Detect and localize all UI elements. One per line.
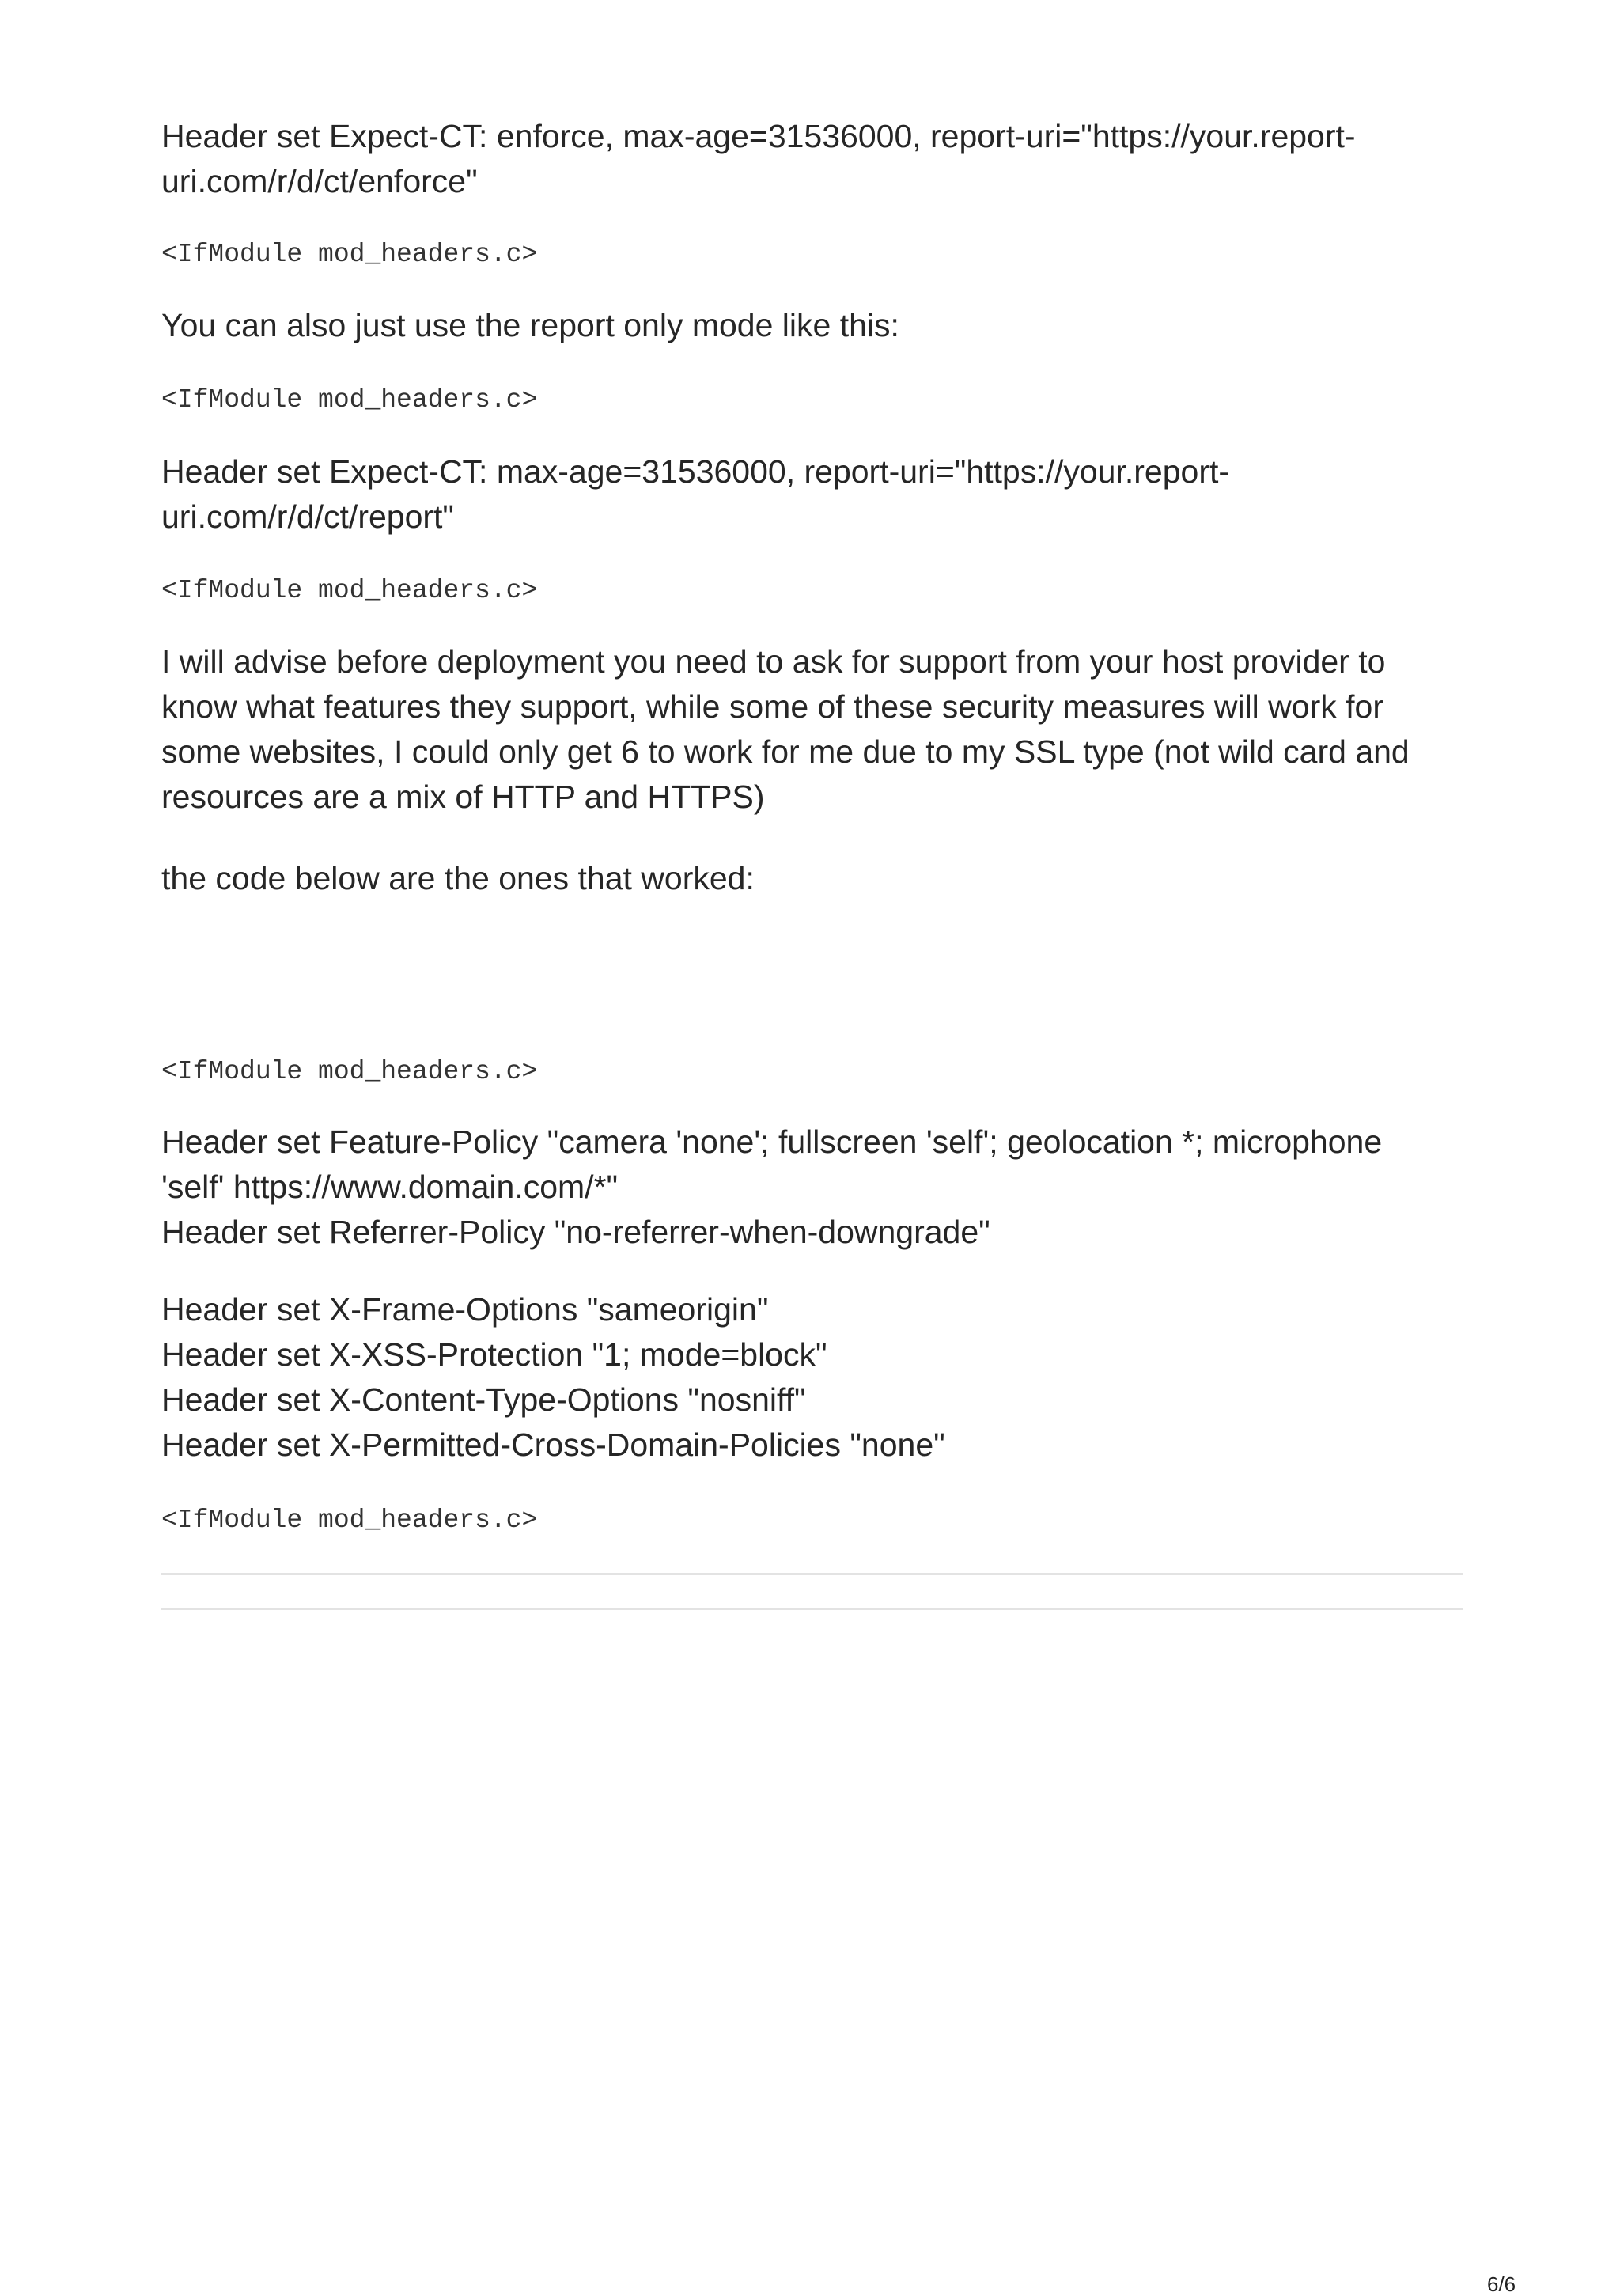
x-headers-paragraph [161,1287,945,1468]
divider [161,1573,1463,1575]
paragraph-line: Header set Feature-Policy "camera 'none'; fullscreen 'self'; geolocation *; microphone [161,1123,1383,1160]
paragraph-line: Header set X-Permitted-Cross-Domain-Policies "none" [161,1426,945,1463]
divider [161,1608,1463,1610]
paragraph-line: uri.com/r/d/ct/enforce" [161,163,478,199]
paragraph-line: Header set Expect-CT: max-age=31536000, report-uri="https://your.report- [161,453,1230,490]
paragraph-line: I will advise before deployment you need to ask for support from your host provider to [161,643,1386,680]
expect-ct-enforce-paragraph [161,114,1356,204]
code-snippet: <IfModule mod_headers.c> [161,1506,538,1535]
feature-referrer-policy-paragraph [161,1120,1382,1255]
paragraph-line: Header set Referrer-Policy "no-referrer-when-downgrade" [161,1214,990,1250]
page-number: 6/6 [1487,2272,1516,2296]
paragraph-line: know what features they support, while some of these security measures will work for [161,688,1383,725]
code-snippet: <IfModule mod_headers.c> [161,240,538,269]
code-snippet: <IfModule mod_headers.c> [161,1057,538,1086]
paragraph-line: Header set X-XSS-Protection "1; mode=block" [161,1336,827,1373]
paragraph-line: Header set Expect-CT: enforce, max-age=31536000, report-uri="https://your.report- [161,118,1356,154]
paragraph-line: 'self' https://www.domain.com/*" [161,1169,619,1205]
worked-code-intro-paragraph: the code below are the ones that worked: [161,860,755,896]
expect-ct-report-paragraph [161,449,1229,540]
paragraph-line: Header set X-Frame-Options "sameorigin" [161,1291,769,1328]
deployment-advice-paragraph [161,639,1410,820]
paragraph-line: some websites, I could only get 6 to work for me due to my SSL type (not wild card and [161,733,1410,770]
paragraph-line: resources are a mix of HTTP and HTTPS) [161,779,765,815]
paragraph-line: Header set X-Content-Type-Options "nosniff" [161,1381,806,1418]
report-only-intro-paragraph: You can also just use the report only mode like this: [161,307,899,343]
code-snippet: <IfModule mod_headers.c> [161,385,538,415]
code-snippet: <IfModule mod_headers.c> [161,576,538,605]
paragraph-line: uri.com/r/d/ct/report" [161,498,454,535]
